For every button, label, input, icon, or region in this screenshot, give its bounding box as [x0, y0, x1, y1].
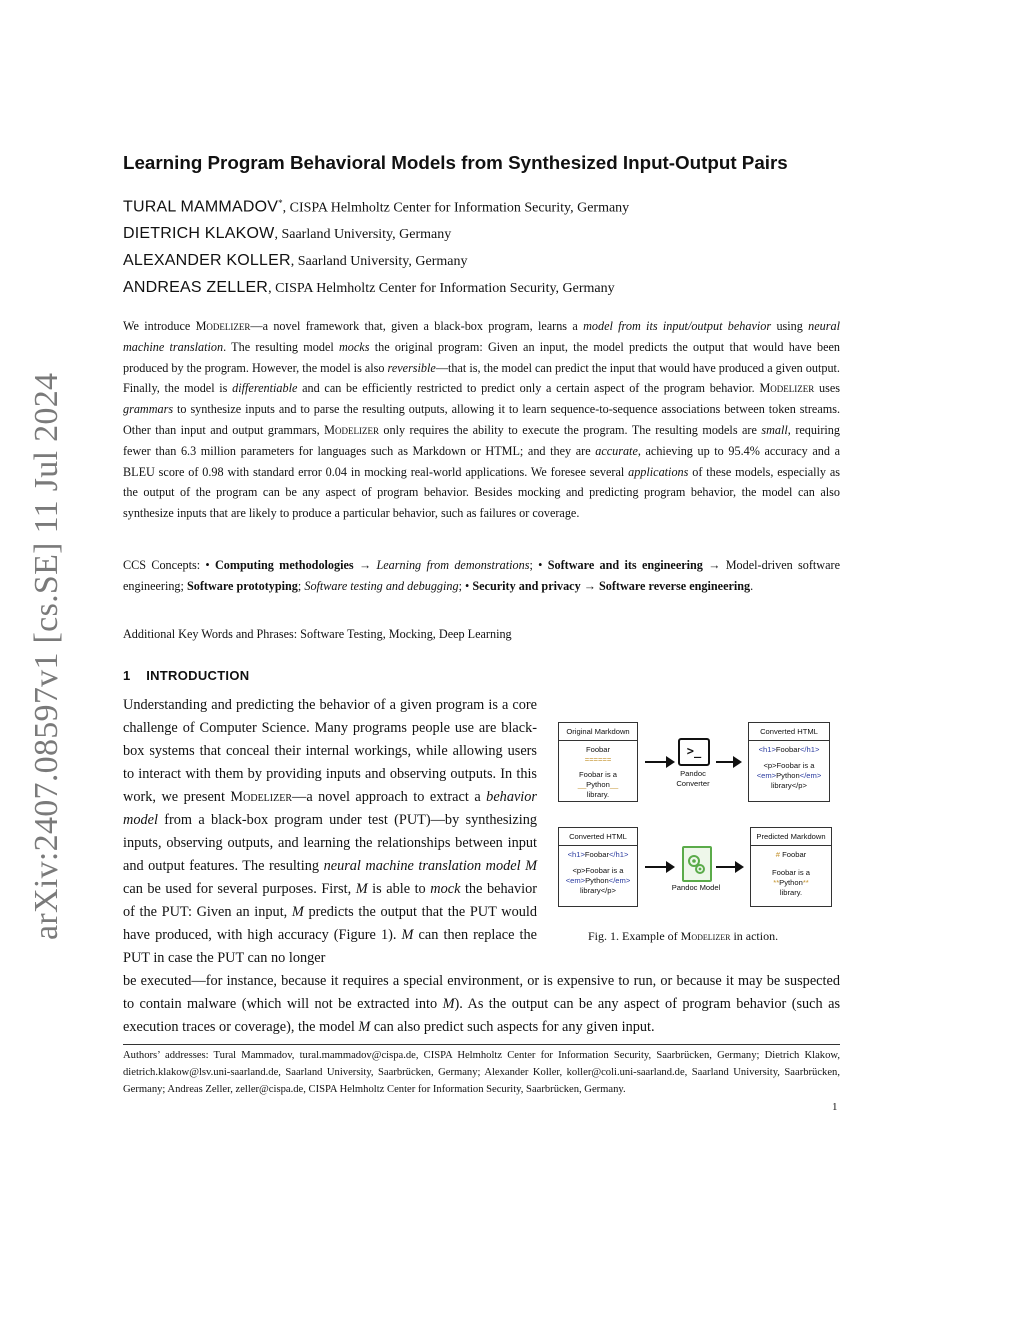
arrow-icon [645, 761, 673, 763]
predicted-markdown-box [750, 827, 832, 907]
md-emphasis: __Python__ [577, 780, 619, 789]
html-heading: <h1>Foobar</h1> [758, 745, 820, 754]
author-addresses-footnote: Authors’ addresses: Tural Mammadov, tural.mammadov@cispa.de, CISPA Helmholtz Center for Information Security, Saarbrücken, Germany; Dietrich Klakow, dietrich.klakow@lsv.uni-saarland.de, Saarland University, Saarbrücken, Germany; Alexander Koller, koller@coli.uni-saarland.de, Saarland University, Saarbrücken, Germany; Andreas Zeller, zeller@cispa.de, CISPA Helmholtz Center for Information Security, Saarbrücken, Germany. [123, 1050, 840, 1095]
pandoc-converter-label: Pandoc Converter [676, 769, 710, 788]
html-emphasis: <em>Python</em> [756, 771, 822, 780]
paper-title: Learning Program Behavioral Models from Synthesized Input-Output Pairs [123, 152, 788, 173]
html-emphasis: <em>Python</em> [565, 876, 631, 885]
pandoc-model-label: Pandoc Model [671, 883, 721, 892]
md-text: Foobar is a [579, 770, 617, 779]
ccs-concepts: CCS Concepts: • Computing methodologies → Learning from demonstrations; • Software and its engineering → Model-driven software engineering; Software prototyping; Software testing and debugging; • Security and privacy → Software reverse engineering. [123, 558, 840, 593]
author-affiliation: Saarland University, Germany [281, 227, 452, 242]
arxiv-identifier: arXiv:2407.08597v1 [cs.SE] 11 Jul 2024 [28, 372, 65, 940]
keywords: Additional Key Words and Phrases: Software Testing, Mocking, Deep Learning [123, 627, 512, 641]
author-name: ALEXANDER KOLLER [123, 252, 291, 269]
intro-paragraph-continued: be executed—for instance, because it requires a special environment, or is expensive to run, or because it may be suspected to contain malware (which will not be extracted into M). As the output can be any aspect of program behavior (such as execution traces or coverage), the model M can also predict such aspects for any given input. [123, 973, 841, 1035]
box-header: Original Markdown [559, 723, 637, 741]
author-affiliation: CISPA Helmholtz Center for Information Security, Germany [289, 200, 630, 216]
original-markdown-box [558, 722, 638, 802]
footnote-rule [123, 1044, 840, 1045]
gear-document-icon [682, 846, 712, 882]
html-paragraph: <p>Foobar is a [572, 866, 624, 875]
arrow-icon [645, 866, 673, 868]
figure-caption: Fig. 1. Example of Modelizer in action. [588, 929, 779, 943]
md-bold: **Python** [773, 878, 809, 887]
arrow-icon [716, 866, 742, 868]
box-header: Converted HTML [559, 828, 637, 846]
page-number: 1 [832, 1101, 838, 1113]
author-line: TURAL MAMMADOV*, CISPA Helmholtz Center for Information Security, Germany [123, 198, 630, 216]
html-paragraph-end: library</p> [771, 781, 807, 790]
author-line: DIETRICH KLAKOW, Saarland University, Germany [123, 225, 452, 242]
converted-html-input-box [558, 827, 638, 907]
md-underline: ====== [584, 755, 612, 764]
md-text: library. [586, 790, 610, 799]
section-heading: 1 INTRODUCTION [123, 668, 250, 683]
md-text: library. [779, 888, 803, 897]
abstract: We introduce Modelizer—a novel framework that, given a black-box program, learns a model from its input/output behavior using neural machine translation. The resulting model mocks the original program: Given an input, the model predicts the output that would have been produced by the program. However, the model is also reversible—that is, the model can predict the input that would have produced a given output. Finally, the model is differentiable and can be efficiently restricted to predict only a certain aspect of the program behavior. Modelizer uses grammars to synthesize inputs and to parse the resulting outputs, allowing it to learn sequence-to-sequence associations between token streams. Other than input and output grammars, Modelizer only requires the ability to execute the program. The resulting models are small, requiring fewer than 6.3 million parameters for languages such as Markdown or HTML; and they are accurate, achieving up to 95.4% accuracy and a BLEU score of 0.98 with standard error 0.04 in mocking real-world applications. We foresee several applications of these models, especially as the output of the program can be any aspect of program behavior. Besides mocking and predicting program behavior, the model can also synthesize inputs that are likely to produce a particular behavior, such as failures or coverage. [123, 319, 840, 521]
html-paragraph: <p>Foobar is a [763, 761, 815, 770]
md-text: Foobar is a [772, 868, 810, 877]
author-mark: * [278, 198, 283, 208]
author-affiliation: CISPA Helmholtz Center for Information Security, Germany [275, 281, 615, 296]
author-affiliation: Saarland University, Germany [297, 254, 468, 269]
html-paragraph-end: library</p> [580, 886, 616, 895]
author-line: ANDREAS ZELLER, CISPA Helmholtz Center for Information Security, Germany [123, 279, 615, 296]
box-header: Predicted Markdown [751, 828, 831, 846]
intro-paragraph: Understanding and predicting the behavior of a given program is a core challenge of Computer Science. Many programs people use are black-box systems that conceal their internal workings, while allowing users to interact with them by providing inputs and observing outputs. In this work, we present Modelizer—a novel approach to extract a behavior model from a black-box program under test (PUT)—by synthesizing inputs, observing outputs, and learning the relationships between input and output features. The resulting neural machine translation model M can be used for several purposes. First, M is able to mock the behavior of the PUT: Given an input, M predicts the output that the PUT would have produced, with high accuracy (Figure 1). M can then replace the PUT in case the PUT can no longer [123, 697, 537, 966]
converted-html-box [748, 722, 830, 802]
author-name: ANDREAS ZELLER [123, 279, 269, 296]
arrow-icon [716, 761, 740, 763]
md-heading: Foobar [585, 745, 611, 754]
html-heading: <h1>Foobar</h1> [567, 850, 629, 859]
author-name: TURAL MAMMADOV [123, 198, 279, 216]
author-line: ALEXANDER KOLLER, Saarland University, Germany [123, 252, 468, 269]
md-heading: # Foobar [775, 850, 807, 859]
box-header: Converted HTML [749, 723, 829, 741]
terminal-icon: >_ [678, 738, 710, 766]
author-name: DIETRICH KLAKOW [123, 225, 275, 242]
